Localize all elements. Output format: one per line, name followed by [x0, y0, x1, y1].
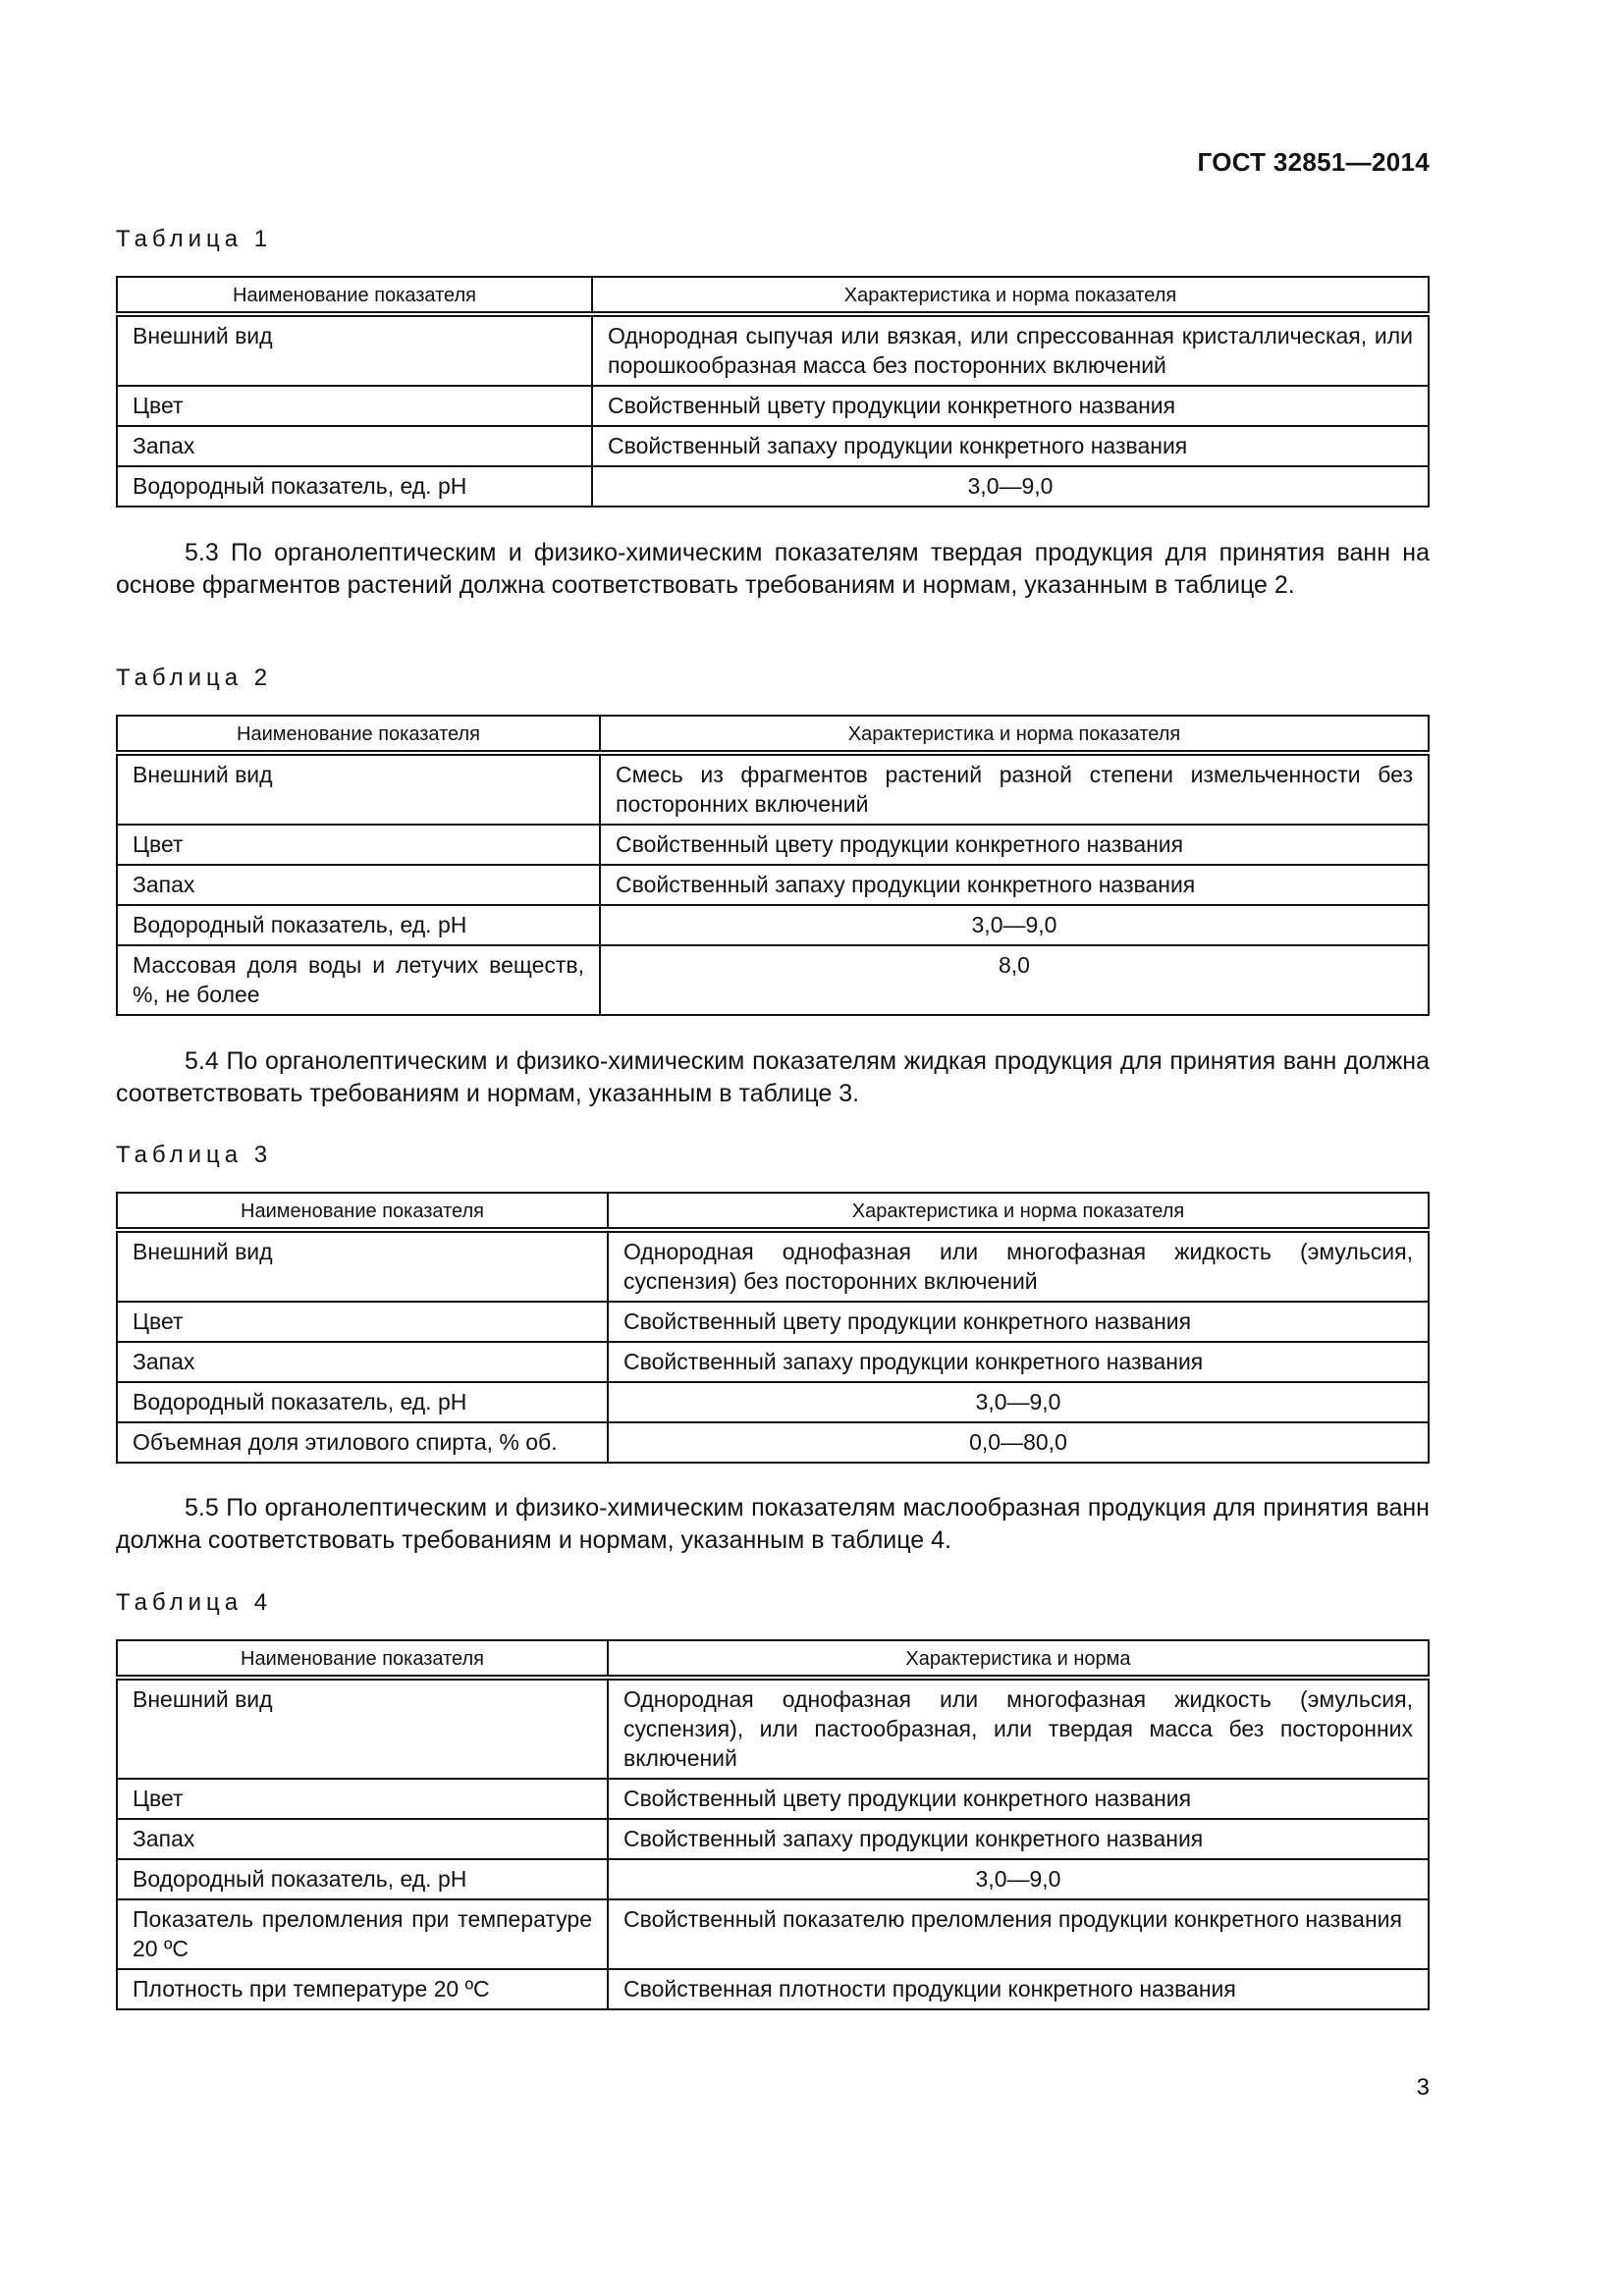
indicator-name: Цвет [117, 386, 592, 426]
page-number: 3 [1416, 2074, 1430, 2101]
column-header: Наименование показателя [117, 716, 600, 753]
paragraph-5-3: 5.3 По органолептическим и физико-химическим показателям твердая продукция для принятия ванн на основе фрагментов растений должна соответствовать требованиям и нормам, указанным в таблице 2. [116, 539, 1430, 599]
indicator-value: Смесь из фрагментов растений разной степени измельченности без посторонних включений [600, 753, 1429, 825]
table-row [117, 1230, 1429, 1302]
indicator-name: Внешний вид [117, 314, 592, 386]
indicator-name: Водородный показатель, ед. pH [117, 1859, 608, 1899]
table-row [117, 1899, 1429, 1969]
indicator-name: Запах [117, 426, 592, 466]
indicator-value: Свойственный запаху продукции конкретного названия [608, 1342, 1429, 1382]
indicator-value: Свойственный запаху продукции конкретного названия [600, 865, 1429, 905]
indicator-value: Свойственный цвету продукции конкретного названия [600, 825, 1429, 865]
table2-caption: Таблица 2 [116, 665, 273, 691]
table-row [117, 1422, 1429, 1463]
indicator-name: Внешний вид [117, 753, 600, 825]
indicator-name: Цвет [117, 1302, 608, 1342]
table3 [116, 1192, 1430, 1464]
indicator-name: Объемная доля этилового спирта, % об. [117, 1422, 608, 1463]
indicator-name: Водородный показатель, ед. pH [117, 905, 600, 945]
indicator-value: 3,0—9,0 [600, 905, 1429, 945]
indicator-value: 3,0—9,0 [608, 1382, 1429, 1422]
indicator-name: Показатель преломления при температуре 20 ºС [117, 1899, 608, 1969]
column-header: Характеристика и норма показателя [592, 277, 1429, 314]
indicator-value: Свойственный запаху продукции конкретного названия [608, 1819, 1429, 1859]
indicator-name: Внешний вид [117, 1230, 608, 1302]
indicator-name: Запах [117, 1819, 608, 1859]
table-header-row [117, 1193, 1429, 1230]
indicator-name: Внешний вид [117, 1678, 608, 1779]
column-header: Характеристика и норма показателя [608, 1193, 1429, 1230]
table-row [117, 1859, 1429, 1899]
table4 [116, 1639, 1430, 2010]
table-header-row [117, 277, 1429, 314]
table-row [117, 1819, 1429, 1859]
indicator-value: Свойственный цвету продукции конкретного названия [608, 1302, 1429, 1342]
table-row [117, 1678, 1429, 1779]
table-row [117, 386, 1429, 426]
indicator-value: Однородная однофазная или многофазная жидкость (эмульсия, суспензия), или пастообразная, или твердая масса без посторонних включений [608, 1678, 1429, 1779]
column-header: Наименование показателя [117, 277, 592, 314]
table-row [117, 1302, 1429, 1342]
table-row [117, 905, 1429, 945]
table-row [117, 426, 1429, 466]
table3-caption: Таблица 3 [116, 1142, 273, 1168]
table-row [117, 466, 1429, 507]
table1 [116, 276, 1430, 507]
column-header: Наименование показателя [117, 1640, 608, 1678]
table-row [117, 1382, 1429, 1422]
indicator-value: Однородная сыпучая или вязкая, или спрессованная кристаллическая, или порошкообразная масса без посторонних включений [592, 314, 1429, 386]
table-row [117, 753, 1429, 825]
paragraph-5-4: 5.4 По органолептическим и физико-химическим показателям жидкая продукция для принятия ванн должна соответствовать требованиям и нормам, указанным в таблице 3. [116, 1047, 1430, 1107]
indicator-name: Цвет [117, 1779, 608, 1819]
indicator-value: 3,0—9,0 [608, 1859, 1429, 1899]
table-row [117, 945, 1429, 1015]
indicator-value: 3,0—9,0 [592, 466, 1429, 507]
indicator-name: Плотность при температуре 20 ºС [117, 1969, 608, 2009]
indicator-name: Водородный показатель, ед. pH [117, 466, 592, 507]
indicator-name: Водородный показатель, ед. pH [117, 1382, 608, 1422]
indicator-value: 0,0—80,0 [608, 1422, 1429, 1463]
table-header-row [117, 1640, 1429, 1678]
indicator-value: Свойственный показателю преломления продукции конкретного названия [608, 1899, 1429, 1969]
table-header-row [117, 716, 1429, 753]
indicator-value: 8,0 [600, 945, 1429, 1015]
indicator-value: Свойственный цвету продукции конкретного названия [608, 1779, 1429, 1819]
table-row [117, 314, 1429, 386]
indicator-value: Свойственная плотности продукции конкретного названия [608, 1969, 1429, 2009]
table-row [117, 1342, 1429, 1382]
standard-number: ГОСТ 32851—2014 [1197, 147, 1430, 177]
table-row [117, 1779, 1429, 1819]
table2 [116, 715, 1430, 1016]
indicator-name: Цвет [117, 825, 600, 865]
indicator-value: Однородная однофазная или многофазная жидкость (эмульсия, суспензия) без посторонних включений [608, 1230, 1429, 1302]
table4-caption: Таблица 4 [116, 1589, 273, 1616]
table-row [117, 1969, 1429, 2009]
column-header: Характеристика и норма [608, 1640, 1429, 1678]
indicator-name: Запах [117, 865, 600, 905]
column-header: Наименование показателя [117, 1193, 608, 1230]
paragraph-5-5: 5.5 По органолептическим и физико-химическим показателям маслообразная продукция для принятия ванн должна соответствовать требованиям и нормам, указанным в таблице 4. [116, 1494, 1430, 1554]
indicator-name: Запах [117, 1342, 608, 1382]
column-header: Характеристика и норма показателя [600, 716, 1429, 753]
table1-caption: Таблица 1 [116, 226, 273, 252]
indicator-name: Массовая доля воды и летучих веществ, %, не более [117, 945, 600, 1015]
indicator-value: Свойственный запаху продукции конкретного названия [592, 426, 1429, 466]
indicator-value: Свойственный цвету продукции конкретного названия [592, 386, 1429, 426]
table-row [117, 865, 1429, 905]
table-row [117, 825, 1429, 865]
